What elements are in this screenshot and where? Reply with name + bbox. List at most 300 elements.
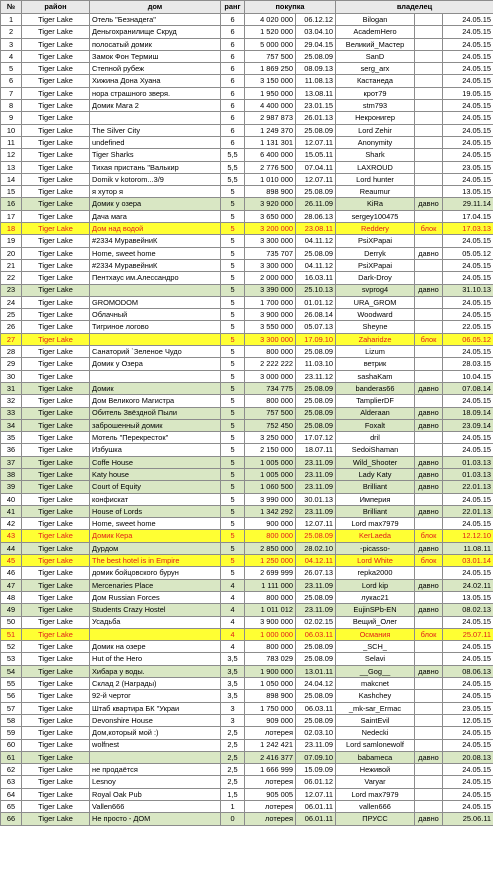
house-name-cell: Не просто - ДОМ xyxy=(90,813,221,825)
table-row xyxy=(1,665,493,677)
row-number-cell: 10 xyxy=(1,124,22,136)
purchase-price-cell: 4 400 000 xyxy=(245,100,296,112)
house-name-cell: Хибара у воды. xyxy=(90,665,221,677)
status-flag-cell xyxy=(415,63,443,75)
owner-cell: stm793 xyxy=(336,100,415,112)
owner-cell: Sheyne xyxy=(336,321,415,333)
owner-cell: Lord samlonewolf xyxy=(336,739,415,751)
owner-cell: ветрик xyxy=(336,358,415,370)
purchase-price-cell: 2 416 377 xyxy=(245,751,296,763)
district-cell: Tiger Lake xyxy=(22,223,90,235)
district-cell: Tiger Lake xyxy=(22,333,90,345)
row-number-cell: 14 xyxy=(1,173,22,185)
house-name-cell xyxy=(90,751,221,763)
purchase-date-cell: 23.11.09 xyxy=(296,604,336,616)
table-row xyxy=(1,321,493,333)
status-flag-cell: давно xyxy=(415,456,443,468)
rank-cell: 5 xyxy=(221,518,245,530)
district-cell: Tiger Lake xyxy=(22,690,90,702)
owner-cell: Brilliant xyxy=(336,481,415,493)
purchase-date-cell: 25.08.09 xyxy=(296,395,336,407)
owner-cell: LAXROUD xyxy=(336,161,415,173)
purchase-price-cell: 1 250 000 xyxy=(245,555,296,567)
purchase-date-cell: 04.11.12 xyxy=(296,259,336,271)
owner-cell: Lizum xyxy=(336,346,415,358)
owner-cell: Lady Katy xyxy=(336,468,415,480)
table-row xyxy=(1,395,493,407)
rank-cell: 4 xyxy=(221,591,245,603)
last-seen-date-cell: 24.05.15 xyxy=(443,38,493,50)
owner-cell: URA_GROM xyxy=(336,296,415,308)
row-number-cell: 30 xyxy=(1,370,22,382)
owner-cell: Lord kip xyxy=(336,579,415,591)
rank-cell: 6 xyxy=(221,87,245,99)
owner-cell: KerLaeda xyxy=(336,530,415,542)
last-seen-date-cell: 01.03.13 xyxy=(443,468,493,480)
status-flag-cell xyxy=(415,370,443,382)
purchase-date-cell: 13.01.11 xyxy=(296,665,336,677)
district-cell: Tiger Lake xyxy=(22,542,90,554)
purchase-date-cell: 23.11.09 xyxy=(296,468,336,480)
header-row xyxy=(1,1,493,14)
purchase-date-cell: 17.07.12 xyxy=(296,432,336,444)
last-seen-date-cell: 24.05.15 xyxy=(443,136,493,148)
status-flag-cell xyxy=(415,321,443,333)
table-row xyxy=(1,530,493,542)
rank-cell: 5 xyxy=(221,284,245,296)
purchase-price-cell: 3 900 000 xyxy=(245,309,296,321)
row-number-cell: 27 xyxy=(1,333,22,345)
table-row xyxy=(1,100,493,112)
district-cell: Tiger Lake xyxy=(22,259,90,271)
purchase-price-cell: 1 131 301 xyxy=(245,136,296,148)
rank-cell: 5 xyxy=(221,395,245,407)
rank-cell: 5,5 xyxy=(221,173,245,185)
owner-cell: makcnet xyxy=(336,678,415,690)
purchase-price-cell: лотерея xyxy=(245,727,296,739)
status-flag-cell xyxy=(415,296,443,308)
rank-cell: 5 xyxy=(221,555,245,567)
status-flag-cell xyxy=(415,112,443,124)
purchase-price-cell: 3 250 000 xyxy=(245,432,296,444)
district-cell: Tiger Lake xyxy=(22,468,90,480)
purchase-price-cell: 3 550 000 xyxy=(245,321,296,333)
house-name-cell: Усадьба xyxy=(90,616,221,628)
last-seen-date-cell: 13.05.15 xyxy=(443,186,493,198)
house-name-cell xyxy=(90,284,221,296)
owner-cell: _SCH_ xyxy=(336,641,415,653)
row-number-cell: 60 xyxy=(1,739,22,751)
house-name-cell: Деньгохранилище Скруд xyxy=(90,26,221,38)
district-cell: Tiger Lake xyxy=(22,321,90,333)
district-cell: Tiger Lake xyxy=(22,776,90,788)
purchase-date-cell: 25.10.13 xyxy=(296,284,336,296)
header-house: дом xyxy=(90,1,221,14)
house-name-cell: Облачный xyxy=(90,309,221,321)
status-flag-cell xyxy=(415,788,443,800)
table-row xyxy=(1,50,493,62)
owner-cell: repka2000 xyxy=(336,567,415,579)
owner-cell: svprog4 xyxy=(336,284,415,296)
purchase-price-cell: 3 000 000 xyxy=(245,370,296,382)
purchase-price-cell: 909 000 xyxy=(245,714,296,726)
house-name-cell: Мотель "Перекресток" xyxy=(90,432,221,444)
house-name-cell: The Silver City xyxy=(90,124,221,136)
last-seen-date-cell: 05.05.12 xyxy=(443,247,493,259)
owner-cell: Brilliant xyxy=(336,505,415,517)
purchase-price-cell: 1 005 000 xyxy=(245,468,296,480)
row-number-cell: 16 xyxy=(1,198,22,210)
rank-cell: 5 xyxy=(221,419,245,431)
house-name-cell: #2334 МуравейниК xyxy=(90,235,221,247)
house-name-cell: Дурдом xyxy=(90,542,221,554)
last-seen-date-cell: 10.04.15 xyxy=(443,370,493,382)
table-row xyxy=(1,149,493,161)
rank-cell: 2,5 xyxy=(221,776,245,788)
district-cell: Tiger Lake xyxy=(22,456,90,468)
last-seen-date-cell: 23.05.15 xyxy=(443,161,493,173)
purchase-date-cell: 12.07.11 xyxy=(296,173,336,185)
purchase-date-cell: 11.03.10 xyxy=(296,358,336,370)
owner-cell: banderas66 xyxy=(336,382,415,394)
status-flag-cell: давно xyxy=(415,751,443,763)
house-name-cell: GROMODOM xyxy=(90,296,221,308)
house-name-cell: Склад 2 (Награды) xyxy=(90,678,221,690)
purchase-price-cell: 3 300 000 xyxy=(245,259,296,271)
last-seen-date-cell: 22.05.15 xyxy=(443,321,493,333)
rank-cell: 5 xyxy=(221,493,245,505)
house-name-cell: Court of Equity xyxy=(90,481,221,493)
purchase-date-cell: 03.04.10 xyxy=(296,26,336,38)
district-cell: Tiger Lake xyxy=(22,186,90,198)
status-flag-cell xyxy=(415,309,443,321)
purchase-date-cell: 12.07.11 xyxy=(296,518,336,530)
table-row xyxy=(1,198,493,210)
owner-cell: Османия xyxy=(336,628,415,640)
last-seen-date-cell: 08.06.13 xyxy=(443,665,493,677)
table-row xyxy=(1,346,493,358)
row-number-cell: 23 xyxy=(1,284,22,296)
last-seen-date-cell: 23.09.14 xyxy=(443,419,493,431)
district-cell: Tiger Lake xyxy=(22,63,90,75)
district-cell: Tiger Lake xyxy=(22,591,90,603)
owner-cell: TamplierDF xyxy=(336,395,415,407)
district-cell: Tiger Lake xyxy=(22,235,90,247)
purchase-date-cell: 06.12.12 xyxy=(296,14,336,26)
purchase-price-cell: 783 029 xyxy=(245,653,296,665)
rank-cell: 6 xyxy=(221,100,245,112)
purchase-date-cell: 23.11.09 xyxy=(296,579,336,591)
house-name-cell: Домик у озера xyxy=(90,198,221,210)
last-seen-date-cell: 24.05.15 xyxy=(443,776,493,788)
owner-cell: EujinSPb-EN xyxy=(336,604,415,616)
purchase-price-cell: 3 900 000 xyxy=(245,616,296,628)
purchase-price-cell: 3 920 000 xyxy=(245,198,296,210)
owner-cell: dril xyxy=(336,432,415,444)
district-cell: Tiger Lake xyxy=(22,579,90,591)
district-cell: Tiger Lake xyxy=(22,665,90,677)
owner-cell: лукас21 xyxy=(336,591,415,603)
purchase-price-cell: 800 000 xyxy=(245,395,296,407)
house-name-cell: Vallen666 xyxy=(90,801,221,813)
purchase-date-cell: 23.11.09 xyxy=(296,739,336,751)
district-cell: Tiger Lake xyxy=(22,296,90,308)
row-number-cell: 45 xyxy=(1,555,22,567)
owner-cell: Wild_Shooter xyxy=(336,456,415,468)
rank-cell: 5 xyxy=(221,333,245,345)
district-cell: Tiger Lake xyxy=(22,75,90,87)
house-name-cell: Домик Мага 2 xyxy=(90,100,221,112)
row-number-cell: 56 xyxy=(1,690,22,702)
rank-cell: 2,5 xyxy=(221,739,245,751)
owner-cell: Некронигер xyxy=(336,112,415,124)
table-row xyxy=(1,604,493,616)
owner-cell: Кастанеда xyxy=(336,75,415,87)
owner-cell: Неживой xyxy=(336,764,415,776)
house-name-cell: Tiger Sharks xyxy=(90,149,221,161)
status-flag-cell xyxy=(415,739,443,751)
table-row xyxy=(1,186,493,198)
owner-cell: Selavi xyxy=(336,653,415,665)
rank-cell: 1,5 xyxy=(221,788,245,800)
house-name-cell: Степной рубеж xyxy=(90,63,221,75)
status-flag-cell xyxy=(415,75,443,87)
purchase-price-cell: 752 450 xyxy=(245,419,296,431)
house-name-cell: я хутор я xyxy=(90,186,221,198)
house-name-cell: Дом над водой xyxy=(90,223,221,235)
table-row xyxy=(1,776,493,788)
owner-cell: babameca xyxy=(336,751,415,763)
table-row xyxy=(1,764,493,776)
owner-cell: Derryk xyxy=(336,247,415,259)
table-row xyxy=(1,788,493,800)
rank-cell: 3,5 xyxy=(221,678,245,690)
purchase-price-cell: 2 850 000 xyxy=(245,542,296,554)
rank-cell: 5 xyxy=(221,198,245,210)
purchase-date-cell: 06.03.11 xyxy=(296,702,336,714)
rank-cell: 3 xyxy=(221,702,245,714)
house-name-cell: Home, sweet home xyxy=(90,518,221,530)
rank-cell: 4 xyxy=(221,641,245,653)
row-number-cell: 39 xyxy=(1,481,22,493)
row-number-cell: 42 xyxy=(1,518,22,530)
last-seen-date-cell: 24.05.15 xyxy=(443,235,493,247)
purchase-price-cell: 735 707 xyxy=(245,247,296,259)
row-number-cell: 6 xyxy=(1,75,22,87)
table-row xyxy=(1,801,493,813)
last-seen-date-cell: 28.03.15 xyxy=(443,358,493,370)
house-name-cell: Hut of the Hero xyxy=(90,653,221,665)
last-seen-date-cell: 24.05.15 xyxy=(443,50,493,62)
purchase-price-cell: 1 750 000 xyxy=(245,702,296,714)
last-seen-date-cell: 17.03.13 xyxy=(443,223,493,235)
row-number-cell: 19 xyxy=(1,235,22,247)
last-seen-date-cell: 24.05.15 xyxy=(443,764,493,776)
table-row xyxy=(1,591,493,603)
purchase-date-cell: 25.08.09 xyxy=(296,186,336,198)
district-cell: Tiger Lake xyxy=(22,764,90,776)
purchase-date-cell: 23.11.09 xyxy=(296,505,336,517)
house-name-cell: Students Crazy Hostel xyxy=(90,604,221,616)
row-number-cell: 57 xyxy=(1,702,22,714)
table-row xyxy=(1,26,493,38)
purchase-price-cell: 1 950 000 xyxy=(245,87,296,99)
owner-cell: vallen666 xyxy=(336,801,415,813)
house-name-cell: полосатый домик xyxy=(90,38,221,50)
house-name-cell: не продаётся xyxy=(90,764,221,776)
rank-cell: 5 xyxy=(221,247,245,259)
house-name-cell: Дом Russian Forces xyxy=(90,591,221,603)
last-seen-date-cell: 18.09.14 xyxy=(443,407,493,419)
owner-cell: sergey100475 xyxy=(336,210,415,222)
row-number-cell: 17 xyxy=(1,210,22,222)
last-seen-date-cell: 07.08.14 xyxy=(443,382,493,394)
district-cell: Tiger Lake xyxy=(22,419,90,431)
district-cell: Tiger Lake xyxy=(22,653,90,665)
last-seen-date-cell: 01.03.13 xyxy=(443,456,493,468)
table-row xyxy=(1,419,493,431)
status-flag-cell xyxy=(415,124,443,136)
row-number-cell: 59 xyxy=(1,727,22,739)
row-number-cell: 26 xyxy=(1,321,22,333)
rank-cell: 5 xyxy=(221,186,245,198)
house-name-cell: Lesnoy xyxy=(90,776,221,788)
purchase-price-cell: 898 900 xyxy=(245,690,296,702)
status-flag-cell: давно xyxy=(415,579,443,591)
row-number-cell: 58 xyxy=(1,714,22,726)
purchase-date-cell: 06.01.12 xyxy=(296,776,336,788)
house-name-cell: заброшенный домик xyxy=(90,419,221,431)
table-row xyxy=(1,210,493,222)
rank-cell: 5 xyxy=(221,505,245,517)
last-seen-date-cell: 19.05.15 xyxy=(443,87,493,99)
last-seen-date-cell: 25.07.11 xyxy=(443,628,493,640)
purchase-date-cell: 01.01.12 xyxy=(296,296,336,308)
purchase-price-cell: 800 000 xyxy=(245,641,296,653)
district-cell: Tiger Lake xyxy=(22,616,90,628)
last-seen-date-cell: 24.05.15 xyxy=(443,739,493,751)
purchase-price-cell: 1 000 000 xyxy=(245,628,296,640)
row-number-cell: 40 xyxy=(1,493,22,505)
table-row xyxy=(1,112,493,124)
status-flag-cell xyxy=(415,26,443,38)
last-seen-date-cell: 24.05.15 xyxy=(443,124,493,136)
rank-cell: 6 xyxy=(221,38,245,50)
owner-cell: PsiXPapai xyxy=(336,235,415,247)
purchase-date-cell: 25.08.09 xyxy=(296,530,336,542)
last-seen-date-cell: 24.05.15 xyxy=(443,112,493,124)
row-number-cell: 29 xyxy=(1,358,22,370)
purchase-date-cell: 23.01.15 xyxy=(296,100,336,112)
purchase-date-cell: 25.08.09 xyxy=(296,247,336,259)
owner-cell: _mk-sar_Ermac xyxy=(336,702,415,714)
owner-cell: Shark xyxy=(336,149,415,161)
purchase-date-cell: 13.08.11 xyxy=(296,87,336,99)
purchase-price-cell: 898 900 xyxy=(245,186,296,198)
district-cell: Tiger Lake xyxy=(22,14,90,26)
purchase-price-cell: 1 666 999 xyxy=(245,764,296,776)
owner-cell: SaintEvil xyxy=(336,714,415,726)
house-name-cell: Домик на озере xyxy=(90,641,221,653)
status-flag-cell xyxy=(415,591,443,603)
table-row xyxy=(1,616,493,628)
purchase-date-cell: 18.07.11 xyxy=(296,444,336,456)
status-flag-cell xyxy=(415,38,443,50)
row-number-cell: 36 xyxy=(1,444,22,456)
house-name-cell: undefined xyxy=(90,136,221,148)
header-rank: ранг xyxy=(221,1,245,14)
house-name-cell: Home, sweet home xyxy=(90,247,221,259)
district-cell: Tiger Lake xyxy=(22,272,90,284)
house-name-cell: wolfnest xyxy=(90,739,221,751)
rank-cell: 6 xyxy=(221,50,245,62)
table-row xyxy=(1,235,493,247)
district-cell: Tiger Lake xyxy=(22,382,90,394)
district-cell: Tiger Lake xyxy=(22,493,90,505)
district-cell: Tiger Lake xyxy=(22,346,90,358)
status-flag-cell: давно xyxy=(415,382,443,394)
table-row xyxy=(1,432,493,444)
purchase-date-cell: 04.12.11 xyxy=(296,555,336,567)
district-cell: Tiger Lake xyxy=(22,50,90,62)
last-seen-date-cell: 11.08.11 xyxy=(443,542,493,554)
status-flag-cell xyxy=(415,764,443,776)
table-row xyxy=(1,38,493,50)
row-number-cell: 21 xyxy=(1,259,22,271)
district-cell: Tiger Lake xyxy=(22,309,90,321)
row-number-cell: 18 xyxy=(1,223,22,235)
purchase-date-cell: 23.11.09 xyxy=(296,456,336,468)
status-flag-cell: давно xyxy=(415,468,443,480)
purchase-price-cell: 1 342 292 xyxy=(245,505,296,517)
rank-cell: 2,5 xyxy=(221,764,245,776)
header-district: район xyxy=(22,1,90,14)
rank-cell: 6 xyxy=(221,63,245,75)
status-flag-cell xyxy=(415,210,443,222)
last-seen-date-cell: 24.05.15 xyxy=(443,173,493,185)
status-flag-cell xyxy=(415,136,443,148)
rank-cell: 5 xyxy=(221,272,245,284)
purchase-date-cell: 23.08.11 xyxy=(296,223,336,235)
rank-cell: 4 xyxy=(221,604,245,616)
house-name-cell: Домик Кера xyxy=(90,530,221,542)
owner-cell: Lord max7979 xyxy=(336,518,415,530)
status-flag-cell: блок xyxy=(415,555,443,567)
district-cell: Tiger Lake xyxy=(22,727,90,739)
rank-cell: 5 xyxy=(221,358,245,370)
district-cell: Tiger Lake xyxy=(22,481,90,493)
header-owner: владелец xyxy=(336,1,493,14)
district-cell: Tiger Lake xyxy=(22,628,90,640)
purchase-date-cell: 29.04.15 xyxy=(296,38,336,50)
row-number-cell: 15 xyxy=(1,186,22,198)
house-name-cell xyxy=(90,628,221,640)
status-flag-cell: блок xyxy=(415,223,443,235)
purchase-price-cell: 4 020 000 xyxy=(245,14,296,26)
district-cell: Tiger Lake xyxy=(22,395,90,407)
last-seen-date-cell: 24.05.15 xyxy=(443,309,493,321)
owner-cell: Lord Zehir xyxy=(336,124,415,136)
house-name-cell: Дом Великого Магистра xyxy=(90,395,221,407)
purchase-date-cell: 25.08.09 xyxy=(296,419,336,431)
last-seen-date-cell: 25.06.11 xyxy=(443,813,493,825)
purchase-price-cell: 5 000 000 xyxy=(245,38,296,50)
table-row xyxy=(1,259,493,271)
purchase-price-cell: 2 699 999 xyxy=(245,567,296,579)
table-row xyxy=(1,382,493,394)
rank-cell: 6 xyxy=(221,75,245,87)
row-number-cell: 37 xyxy=(1,456,22,468)
